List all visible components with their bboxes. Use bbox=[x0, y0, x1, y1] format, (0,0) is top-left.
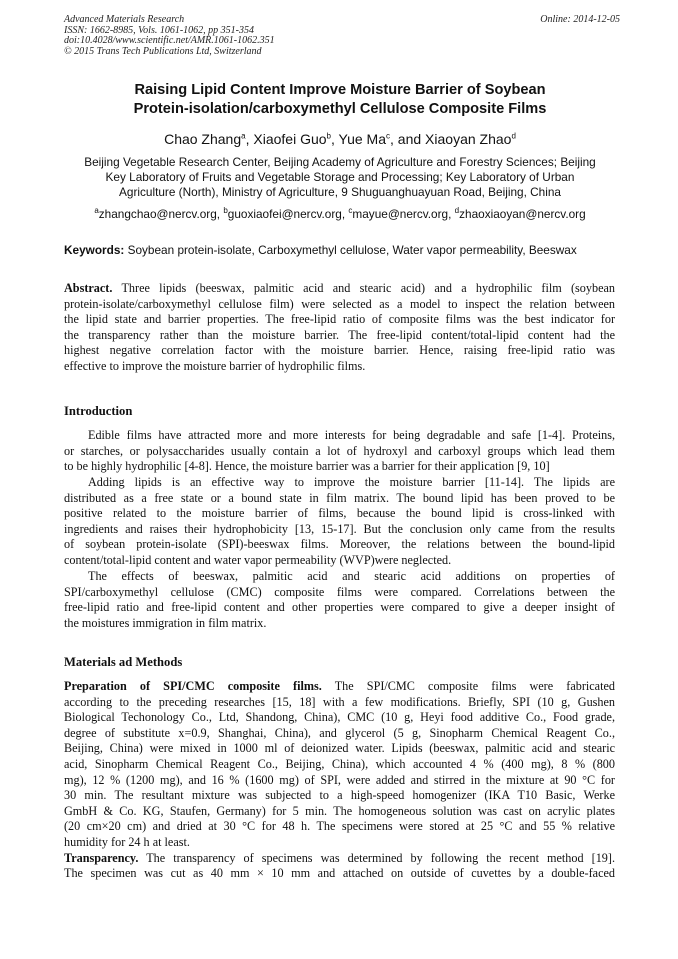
abstract-line: Abstract. Three lipids (beeswax, palmitic acid and stearic acid) and a hydrophilic film (soybean bbox=[64, 281, 615, 295]
intro-paragraph bbox=[64, 475, 615, 569]
email-address[interactable]: zhaoxiaoyan@nercv.org bbox=[459, 207, 586, 221]
abstract-line: the transparency rather than the moisture barrier. The free-lipid content/total-lipid content had the bbox=[64, 327, 615, 342]
intro-line: SPI/carboxymethyl cellulose (CMC) composite films were compared. Correlations between the bbox=[64, 584, 615, 599]
email-mark: d bbox=[454, 206, 460, 216]
intro-line: content/total-lipid content and water vapor permeability (WVP)were neglected. bbox=[64, 552, 452, 567]
section-heading-methods: Materials ad Methods bbox=[64, 655, 183, 669]
abstract bbox=[64, 281, 615, 375]
author-name: Xiaofei Guo bbox=[253, 131, 327, 147]
affiliation-line: Agriculture (North), Ministry of Agriculture, 9 Shuguanghuayuan Road, Beijing, China bbox=[119, 185, 561, 200]
author-mark: b bbox=[326, 131, 331, 141]
methods-line: (20 cm×20 cm) and dried at 30 °C for 48 h. The specimens were stored at 25 °C and 55 % relative bbox=[64, 819, 615, 834]
intro-line: The effects of beeswax, palmitic acid and stearic acid additions on properties of bbox=[88, 569, 615, 583]
journal-header bbox=[64, 15, 620, 57]
methods-line: GmbH & Co. KG, Staufen, Germany) for 5 min. The homogeneous solution was cast on acrylic plates bbox=[64, 803, 615, 818]
methods-line: according to the preceding researches [15, 18] with a few modifications. Briefly, SPI (10 g, Gushen bbox=[64, 694, 615, 709]
methods-line: Biological Techonology Co., Ltd, Shandong, China), CMC (10 g, Heyi food additive Co., Food grade, bbox=[64, 710, 615, 725]
abstract-line: protein-isolate/carboxymethyl cellulose film) were selected as a model to inspect the relation between bbox=[64, 296, 615, 311]
methods-line: degree of substitute x=0.9, Shanghai, China), and glycerol (5 g, Sinopharm Chemical Reagent Co., bbox=[64, 725, 615, 740]
paper-title bbox=[64, 81, 616, 119]
intro-line: Adding lipids is an effective way to improve the moisture barrier [11-14]. The lipids are bbox=[88, 475, 615, 489]
intro-line: ingredients and raises their hydrophobicity [13, 15-17]. But the conclusion only came from the results bbox=[64, 521, 615, 536]
prep-label: Preparation of SPI/CMC composite films. bbox=[64, 679, 322, 693]
author-mark: c bbox=[386, 131, 391, 141]
intro-line: the moistures immigration in film matrix. bbox=[64, 615, 267, 630]
affiliation bbox=[64, 155, 616, 201]
keywords-text: Soybean protein-isolate, Carboxymethyl cellulose, Water vapor permeability, Beeswax bbox=[127, 243, 577, 257]
author-conjunction: and bbox=[397, 131, 422, 147]
transparency-label: Transparency. bbox=[64, 850, 139, 865]
affiliation-line: Key Laboratory of Fruits and Vegetable Storage and Processing; Key Laboratory of Urban bbox=[105, 170, 575, 185]
methods-line: Preparation of SPI/CMC composite films. The SPI/CMC composite films were fabricated bbox=[64, 679, 615, 693]
title-line: Protein-isolation/carboxymethyl Cellulose Composite Films bbox=[133, 101, 547, 117]
intro-line: or starches, or polysaccharides usually contain a lot of hydroxyl and carboxyl groups which lead them bbox=[64, 443, 615, 458]
author-name: Xiaoyan Zhao bbox=[425, 131, 512, 147]
online-date: Online: 2014-12-05 bbox=[540, 14, 620, 25]
methods-line: Transparency. The transparency of specimens was determined by following the recent method [19]. bbox=[64, 850, 615, 865]
intro-line: free-lipid ratio and free-lipid content and other properties were compared to give a deeper insight of bbox=[64, 600, 615, 615]
email-address[interactable]: mayue@nercv.org bbox=[352, 207, 449, 221]
intro-paragraph bbox=[64, 569, 615, 631]
issn-line: ISSN: 1662-8985, Vols. 1061-1062, pp 351-354 bbox=[64, 24, 254, 36]
keywords-label: Keywords: bbox=[64, 243, 125, 257]
intro-paragraph bbox=[64, 428, 615, 475]
journal-name: Advanced Materials Research bbox=[64, 14, 185, 25]
email-address[interactable]: zhangchao@nercv.org bbox=[98, 207, 217, 221]
methods-line: Beijing, China) were mixed in 1000 ml of deionized water. Lipids (beeswax, palmitic acid and stearic bbox=[64, 741, 615, 756]
email-list: $^a$zhangchao@nercv.org, $^b$guoxiaofei@nercv.org, $^c$mayue@nercv.org, $^d$zhaoxiaoyan@nercv.org bbox=[94, 206, 586, 221]
intro-line: distributed as a free state or a bound state in film matrix. The bound lipid has been proved to be bbox=[64, 490, 615, 505]
author-name: Chao Zhang bbox=[164, 131, 242, 147]
abstract-label: Abstract. bbox=[64, 281, 113, 295]
affiliation-line: Beijing Vegetable Research Center, Beijing Academy of Agriculture and Forestry Sciences; Beijing bbox=[84, 155, 596, 169]
abstract-line: the lipid state and barrier properties. The free-lipid ratio of composite films was the best indicator for bbox=[64, 312, 615, 327]
email-mark: a bbox=[94, 206, 99, 216]
email-address[interactable]: guoxiaofei@nercv.org bbox=[227, 207, 342, 221]
methods-line: humidity for 24 h at least. bbox=[64, 834, 190, 849]
intro-line: Edible films have attracted more and more interests for being degradable and safe [1-4]. Proteins, bbox=[88, 428, 615, 442]
email-mark: b bbox=[223, 206, 228, 216]
author-name: Yue Ma bbox=[338, 131, 387, 147]
methods-line: The specimen was cut as 40 mm × 10 mm and attached on outside of cuvettes by a double-faced bbox=[64, 866, 615, 881]
author-mark: d bbox=[511, 131, 516, 141]
methods-line: mg), 12 % (1200 mg), and 16 % (1600 mg) of SPI, were added and stirred in the mixture at 90 °C for bbox=[64, 772, 615, 787]
intro-line: positive related to the moisture barrier of films, because the bound lipid is cross-linked with bbox=[64, 506, 615, 521]
methods-line: acid, Sinopharm Chemical Reagent Co., Beijing, China), which accounted 4 % (400 mg), 8 % (800 bbox=[64, 756, 615, 771]
abstract-line: effective to improve the moisture barrier of hydrophilic films. bbox=[64, 358, 366, 373]
methods-line: 30 min. The resultant mixture was subjected to a high-speed homogenizer (IKA T10 Basic, Werke bbox=[64, 788, 615, 803]
intro-line: to be highly hydrophilic [4-8]. Hence, the moisture barrier was a barrier for their application [9, 10] bbox=[64, 459, 550, 474]
section-heading-introduction: Introduction bbox=[64, 404, 133, 418]
methods-paragraph bbox=[64, 679, 615, 882]
copyright-line: © 2015 Trans Tech Publications Ltd, Switzerland bbox=[64, 45, 262, 57]
keywords bbox=[64, 243, 624, 258]
intro-line: of soybean protein-isolate (SPI)-beeswax films. Moreover, the relations between the bound-lipid bbox=[64, 537, 615, 552]
author-mark: a bbox=[241, 131, 246, 141]
abstract-line: highest negative correlation factor with the moisture barrier. Hence, raising free-lipid ratio was bbox=[64, 343, 615, 358]
doi-line: doi:10.4028/www.scientific.net/AMR.1061-1062.351 bbox=[64, 35, 275, 47]
email-mark: c bbox=[348, 206, 353, 216]
title-line: Raising Lipid Content Improve Moisture Barrier of Soybean bbox=[134, 82, 546, 98]
author-list: Chao Zhang$^a$, Xiaofei Guo$^b$, Yue Ma$^c$, and Xiaoyan Zhao$^d$ bbox=[164, 131, 516, 147]
